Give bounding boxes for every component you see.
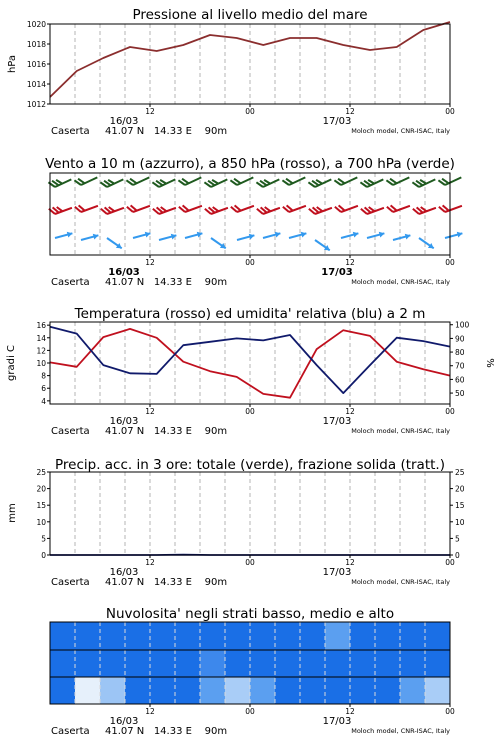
cloud-cells (50, 622, 450, 704)
wind-barb (366, 230, 385, 240)
wind-barb (361, 201, 384, 215)
cloud-cell-alto (350, 622, 375, 650)
precip-panel (7, 457, 465, 588)
ytick-label: 1014 (26, 80, 46, 89)
cloud-cell-basso (425, 677, 450, 704)
xtick-label: 12 (345, 107, 355, 116)
cloud-cell-alto (50, 622, 75, 650)
temp-ylabel: gradi C (6, 345, 17, 381)
wind-barb (153, 201, 176, 215)
ytick-label: 80 (455, 348, 465, 358)
precip-yticks-right (450, 468, 465, 560)
ytick-label: 10 (455, 517, 465, 527)
cloud-cell-medio (300, 650, 325, 677)
xtick-label: 12 (345, 258, 355, 267)
ytick-label: 14 (36, 333, 46, 343)
cloud-cell-alto (225, 622, 250, 650)
wind-barb (335, 199, 358, 213)
xtick-label: 00 (445, 107, 455, 116)
ytick-label: 0 (41, 551, 46, 560)
xtick-label: 00 (245, 558, 255, 567)
cloud-cell-basso (225, 677, 250, 704)
footer-location: Caserta (51, 577, 90, 588)
cloud-cell-basso (300, 677, 325, 704)
cloud-cell-medio (100, 650, 125, 677)
cloud-cell-alto (250, 622, 275, 650)
wind-barb (257, 201, 280, 215)
xtick-label: 00 (245, 258, 255, 267)
cloud-cell-medio (125, 650, 150, 677)
pressure-xaxis (51, 104, 455, 137)
wind-barb (444, 230, 463, 240)
cloud-cell-basso (75, 677, 100, 704)
xaxis-date: 17/03 (321, 267, 353, 278)
cloud-cell-medio (150, 650, 175, 677)
wind-barb (204, 173, 227, 189)
ytick-label: 100 (455, 320, 470, 330)
cloud-cell-alto (200, 622, 225, 650)
rh-ylabel: % (484, 358, 495, 368)
footer-model: Moloch model, CNR-ISAC, Italy (351, 578, 450, 586)
precip-xaxis (51, 555, 455, 588)
ytick-label: 12 (36, 346, 46, 356)
cloud-cell-medio (275, 650, 300, 677)
cloud-cell-basso (275, 677, 300, 704)
ytick-label: 60 (455, 375, 465, 385)
xtick-label: 00 (245, 407, 255, 416)
xaxis-date: 17/03 (322, 716, 352, 727)
cloud-cell-medio (375, 650, 400, 677)
cloud-cell-alto (125, 622, 150, 650)
wind-barb (360, 173, 383, 189)
cloud-cell-basso (400, 677, 425, 704)
cloud-cell-basso (350, 677, 375, 704)
precip-ylabel: mm (7, 503, 18, 523)
xaxis-date: 16/03 (109, 716, 139, 727)
footer-coords: 41.07 N 14.33 E 90m (105, 277, 228, 288)
wind-barb (412, 173, 435, 189)
xaxis-date: 17/03 (322, 116, 352, 127)
cloud-cell-alto (400, 622, 425, 650)
wind-barb (101, 201, 124, 215)
barb-shaft (393, 177, 409, 185)
cloud-cell-alto (175, 622, 200, 650)
xaxis-date: 16/03 (109, 116, 139, 127)
cloud-cell-medio (250, 650, 275, 677)
cloud-cell-medio (175, 650, 200, 677)
cloud-cell-medio (225, 650, 250, 677)
wind-barb (308, 173, 331, 189)
wind-barb (283, 199, 306, 213)
wind-barb (256, 173, 279, 189)
wind-barb (417, 236, 435, 251)
wind-barb (54, 230, 73, 240)
temp-title: Temperatura (rosso) ed umidita' relativa (blu) a 2 m (74, 306, 426, 322)
cloud-cell-basso (325, 677, 350, 704)
ytick-label: 5 (41, 534, 46, 544)
wind-barb (205, 201, 228, 215)
ytick-label: 1018 (26, 40, 46, 49)
cloud-cell-alto (100, 622, 125, 650)
cloud-cell-alto (275, 622, 300, 650)
wind-barb (179, 199, 202, 213)
xtick-label: 12 (345, 707, 355, 716)
cloud-cell-alto (375, 622, 400, 650)
xaxis-date: 17/03 (322, 567, 352, 578)
cloud-cell-basso (100, 677, 125, 704)
wind-barb (152, 173, 175, 189)
xtick-label: 12 (145, 707, 155, 716)
xtick-label: 12 (145, 107, 155, 116)
ytick-label: 0 (455, 551, 460, 560)
wind-barb (49, 201, 72, 215)
barb-shaft (185, 177, 201, 185)
cloud-cell-alto (425, 622, 450, 650)
footer-location: Caserta (51, 426, 90, 437)
pressure-ylabel: hPa (7, 54, 18, 74)
ytick-label: 50 (455, 389, 465, 399)
ytick-label: 5 (455, 534, 460, 544)
cloud-cell-alto (325, 622, 350, 650)
cloud-cell-alto (300, 622, 325, 650)
ytick-label: 25 (36, 468, 46, 477)
cloud-panel (50, 606, 455, 737)
wind-barbs (48, 171, 463, 253)
precip-yticks (36, 468, 50, 560)
wind-barb (75, 199, 98, 213)
xtick-label: 00 (445, 558, 455, 567)
wind-barb (105, 236, 123, 251)
cloud-cell-medio (325, 650, 350, 677)
cloud-cell-basso (50, 677, 75, 704)
xtick-label: 12 (145, 558, 155, 567)
footer-model: Moloch model, CNR-ISAC, Italy (351, 127, 450, 135)
wind-title: Vento a 10 m (azzurro), a 850 hPa (rosso), a 700 hPa (verde) (45, 156, 455, 172)
pressure-frame (50, 24, 450, 104)
cloud-cell-basso (200, 677, 225, 704)
cloud-cell-medio (50, 650, 75, 677)
footer-coords: 41.07 N 14.33 E 90m (105, 726, 228, 737)
rh-yticks (450, 321, 470, 398)
cloud-cell-medio (200, 650, 225, 677)
wind-barb (48, 173, 71, 189)
cloud-cell-medio (425, 650, 450, 677)
cloud-cell-medio (350, 650, 375, 677)
cloud-cell-alto (75, 622, 100, 650)
footer-location: Caserta (51, 277, 90, 288)
ytick-label: 6 (41, 384, 46, 394)
footer-location: Caserta (51, 726, 90, 737)
ytick-label: 1012 (26, 100, 46, 109)
ytick-label: 90 (455, 334, 465, 344)
pressure-grid (75, 24, 425, 104)
precip-grid (75, 472, 425, 555)
cloud-cell-basso (250, 677, 275, 704)
barb-shaft (289, 177, 305, 185)
wind-barb (313, 238, 331, 253)
barb-shaft (237, 177, 253, 185)
pressure-panel (7, 7, 455, 137)
pressure-yticks (27, 20, 50, 109)
footer-coords: 41.07 N 14.33 E 90m (105, 426, 228, 437)
wind-barb (158, 232, 177, 242)
ytick-label: 20 (36, 484, 46, 494)
cloud-xaxis (51, 704, 455, 737)
cloud-cell-alto (150, 622, 175, 650)
ytick-label: 4 (41, 396, 46, 406)
temp-yticks (36, 321, 50, 406)
cloud-cell-basso (150, 677, 175, 704)
ytick-label: 1016 (26, 60, 46, 69)
ytick-label: 1020 (26, 20, 46, 29)
temp-xaxis (51, 404, 455, 437)
cloud-cell-basso (375, 677, 400, 704)
xaxis-date: 16/03 (109, 567, 139, 578)
cloud-cell-basso (175, 677, 200, 704)
wind-barb (392, 232, 411, 242)
xtick-label: 00 (445, 407, 455, 416)
cloud-title: Nuvolosita' negli strati basso, medio e alto (105, 606, 395, 622)
pressure-title: Pressione al livello medio del mare (132, 7, 368, 23)
ytick-label: 16 (36, 321, 46, 331)
xtick-label: 00 (245, 707, 255, 716)
xtick-label: 00 (445, 258, 455, 267)
wind-barb (262, 230, 281, 240)
temp-panel (6, 306, 495, 437)
xtick-label: 12 (145, 407, 155, 416)
footer-model: Moloch model, CNR-ISAC, Italy (351, 427, 450, 435)
ytick-label: 25 (455, 468, 465, 477)
ytick-label: 15 (455, 501, 465, 511)
wind-barb (236, 232, 255, 242)
ytick-label: 10 (36, 517, 46, 527)
barb-shaft (341, 177, 357, 185)
precip-title: Precip. acc. in 3 ore: totale (verde), frazione solida (tratt.) (55, 457, 445, 473)
xtick-label: 12 (345, 558, 355, 567)
cloud-cell-basso (125, 677, 150, 704)
footer-coords: 41.07 N 14.33 E 90m (105, 126, 228, 137)
xtick-label: 00 (445, 707, 455, 716)
xtick-label: 00 (245, 107, 255, 116)
wind-barb (127, 199, 150, 213)
wind-panel (45, 156, 463, 288)
xaxis-date: 16/03 (109, 416, 139, 427)
xaxis-date: 17/03 (322, 416, 352, 427)
xtick-label: 12 (345, 407, 355, 416)
xtick-label: 12 (145, 258, 155, 267)
xaxis-date: 16/03 (108, 267, 140, 278)
footer-location: Caserta (51, 126, 90, 137)
wind-barb (80, 232, 99, 242)
ytick-label: 8 (41, 371, 46, 381)
ytick-label: 20 (455, 484, 465, 494)
wind-barb (309, 201, 332, 215)
wind-barb (413, 201, 436, 215)
wind-barb (100, 173, 123, 189)
ytick-label: 15 (36, 501, 46, 511)
wind-barb (132, 230, 151, 240)
wind-xaxis (51, 255, 455, 288)
ytick-label: 70 (455, 361, 465, 371)
wind-barb (288, 230, 307, 240)
cloud-cell-medio (400, 650, 425, 677)
wind-barb (387, 199, 410, 213)
barb-shaft (81, 177, 97, 185)
ytick-label: 10 (36, 359, 46, 368)
footer-model: Moloch model, CNR-ISAC, Italy (351, 727, 450, 735)
barb-shaft (445, 177, 461, 185)
footer-coords: 41.07 N 14.33 E 90m (105, 577, 228, 588)
barb-shaft (133, 177, 149, 185)
cloud-cell-medio (75, 650, 100, 677)
footer-model: Moloch model, CNR-ISAC, Italy (351, 278, 450, 286)
